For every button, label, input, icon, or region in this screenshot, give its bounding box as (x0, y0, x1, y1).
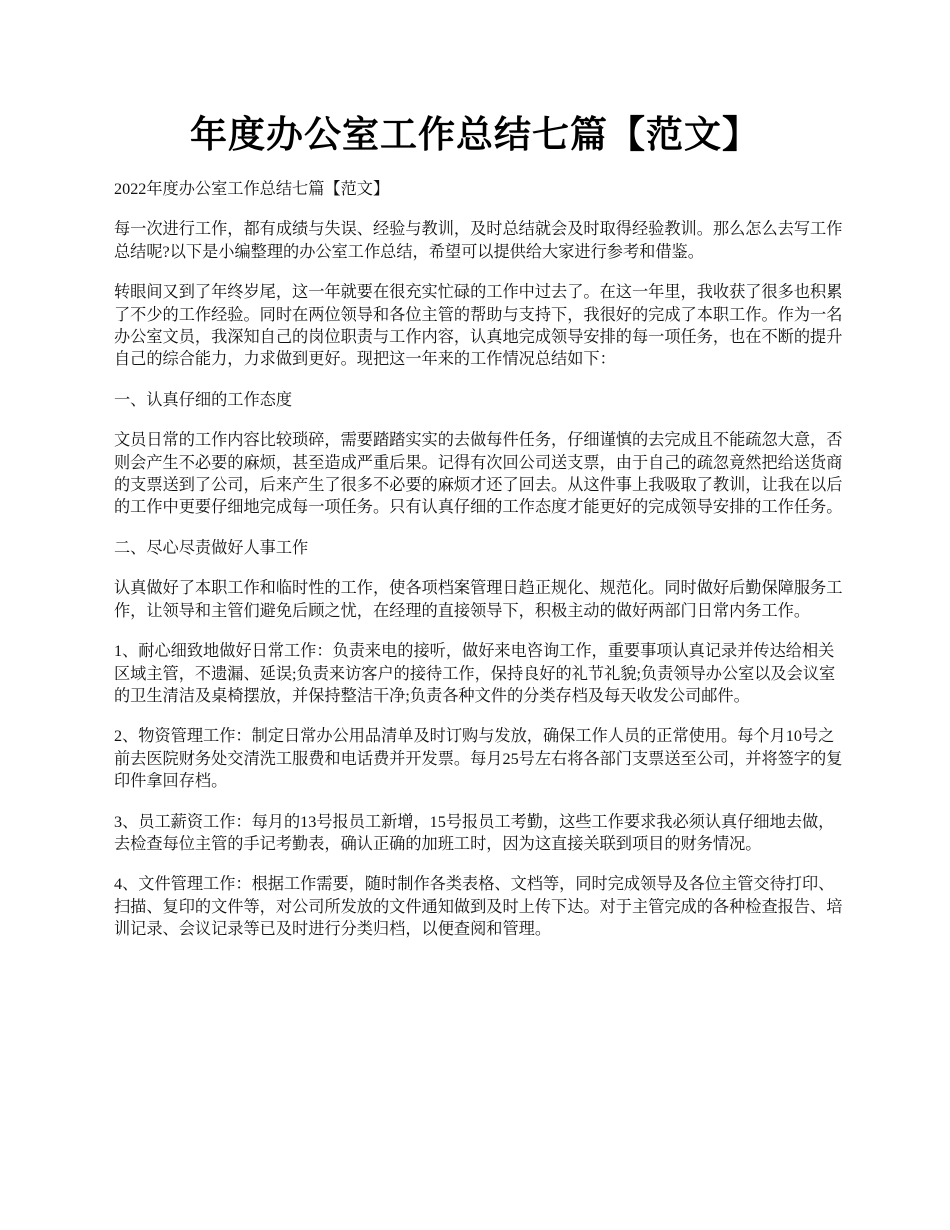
overview-paragraph: 转眼间又到了年终岁尾，这一年就要在很充实忙碌的工作中过去了。在这一年里，我收获了很多也积累了不少的工作经验。同时在两位领导和各位主管的帮助与支持下，我很好的完成了本职工作。作为一名办公室文员，我深知自己的岗位职责与工作内容，认真地完成领导安排的每一项任务，也在不断的提升自己的综合能力，力求做到更好。现把这一年来的工作情况总结如下： (114, 283, 843, 369)
intro-paragraph: 每一次进行工作，都有成绩与失误、经验与教训，及时总结就会及时取得经验教训。那么怎么去写工作总结呢?以下是小编整理的办公室工作总结，希望可以提供给大家进行参考和借鉴。 (114, 220, 843, 261)
section-heading-1: 一、认真仔细的工作态度 (114, 390, 293, 409)
section-heading-2: 二、尽心尽责做好人事工作 (114, 538, 309, 557)
document-title: 年度办公室工作总结七篇【范文】 (190, 112, 760, 156)
item-3-paragraph: 3、员工薪资工作：每月的13号报员工新增，15号报员工考勤，这些工作要求我必须认真仔细地去做，去检查每位主管的手记考勤表，确认正确的加班工时，因为这直接关联到项目的财务情况。 (114, 812, 835, 853)
item-1-paragraph: 1、耐心细致地做好日常工作：负责来电的接听，做好来电咨询工作，重要事项认真记录并传达给相关区域主管，不遗漏、延误;负责来访客户的接待工作，保持良好的礼节礼貌;负责领导办公室以及会议室的卫生清洁及桌椅摆放，并保持整洁干净;负责各种文件的分类存档及每天收发公司邮件。 (114, 642, 836, 705)
document-subtitle: 2022年度办公室工作总结七篇【范文】 (114, 180, 390, 198)
section-2-paragraph: 认真做好了本职工作和临时性的工作，使各项档案管理日趋正规化、规范化。同时做好后勤保障服务工作，让领导和主管们避免后顾之忧，在经理的直接领导下，积极主动的做好两部门日常内务工作。 (114, 579, 843, 620)
document-body (114, 178, 844, 959)
item-2-paragraph: 2、物资管理工作：制定日常办公用品清单及时订购与发放，确保工作人员的正常使用。每个月10号之前去医院财务处交清洗工服费和电话费并开发票。每月25号左右将各部门支票送至公司，并将签字的复印件拿回存档。 (114, 727, 843, 791)
item-4-paragraph: 4、文件管理工作：根据工作需要，随时制作各类表格、文档等，同时完成领导及各位主管交待打印、扫描、复印的文件等，对公司所发放的文件通知做到及时上传下达。对于主管完成的各种检查报告、培训记录、会议记录等已及时进行分类归档，以便查阅和管理。 (114, 875, 843, 939)
section-1-paragraph: 文员日常的工作内容比较琐碎，需要踏踏实实的去做每件任务，仔细谨慎的去完成且不能疏忽大意，否则会产生不必要的麻烦，甚至造成严重后果。记得有次回公司送支票，由于自己的疏忽竟然把给送货商的支票送到了公司，后来产生了很多不必要的麻烦才还了回去。从这件事上我吸取了教训，让我在以后的工作中更要仔细地完成每一项任务。只有认真仔细的工作态度才能更好的完成领导安排的工作任务。 (114, 431, 843, 517)
